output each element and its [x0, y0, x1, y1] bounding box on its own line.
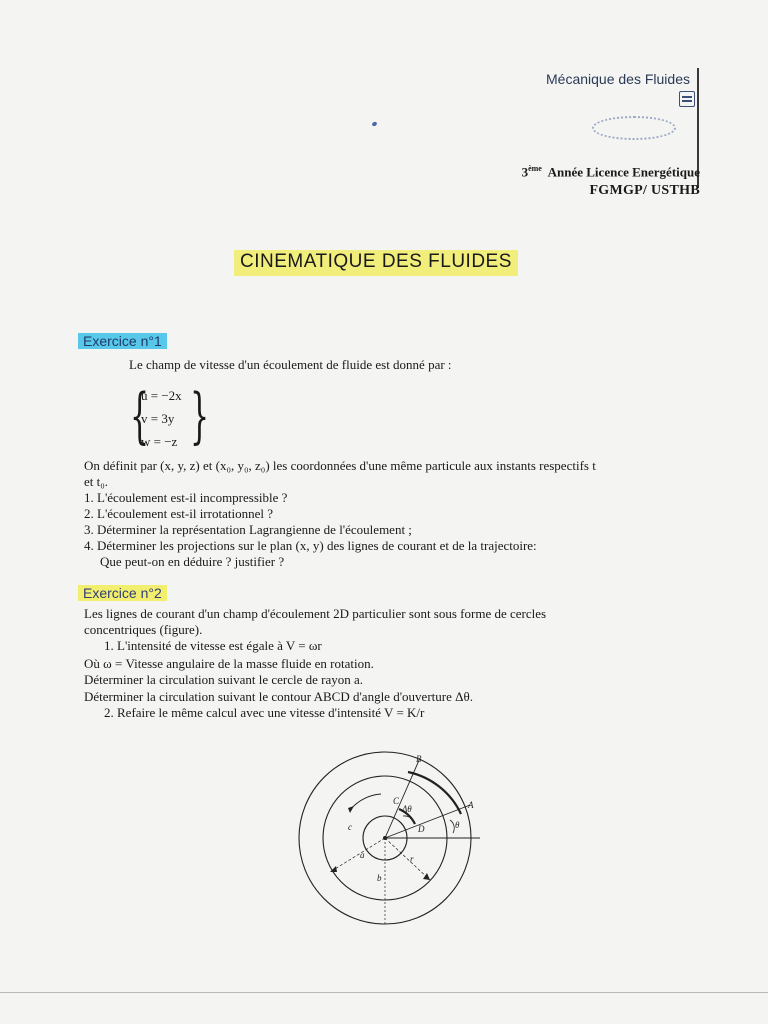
year-text: Année Licence Energétique [547, 164, 700, 180]
radius-r-arrow [423, 873, 430, 880]
radius-a-line [330, 838, 385, 872]
equation-w: w = −z [141, 434, 178, 449]
arc-AB [408, 772, 461, 814]
equation-u: u = −2x [141, 388, 182, 403]
label-dtheta: Δθ [402, 804, 412, 814]
exercise1-definition: On définit par (x, y, z) et (x₀, y₀, z₀) les coordonnées d'une même particule aux instants respectifs t [84, 458, 596, 473]
exercise2-intro-cont: concentriques (figure). [84, 622, 203, 637]
exercise2-item-1: 1. L'intensité de vitesse est égale à V = ωr [104, 638, 322, 653]
ink-mark [371, 121, 377, 127]
exercise1-intro: Le champ de vitesse d'un écoulement de fluide est donné par : [129, 357, 452, 372]
exercise2-heading: Exercice n°2 [78, 585, 167, 601]
exercise2-omega-definition: Où ω = Vitesse angulaire de la masse fluide en rotation. [84, 656, 374, 671]
document-title: CINEMATIQUE DES FLUIDES [234, 250, 518, 276]
exercise2-intro: Les lignes de courant d'un champ d'écoulement 2D particulier sont sous forme de cercles [84, 606, 547, 621]
flow-arrow-head [348, 806, 354, 813]
label-A: A [468, 800, 474, 810]
label-r: r [410, 854, 414, 864]
exercise1-question-1: 1. L'écoulement est-il incompressible ? [84, 490, 288, 505]
label-b: b [377, 873, 382, 883]
exercise1-definition-cont: et t₀. [84, 474, 109, 489]
stamp-seal [592, 116, 676, 140]
label-theta: θ [455, 820, 460, 830]
exercise2-task-1: Déterminer la circulation suivant le cercle de rayon a. [84, 672, 364, 687]
label-C: C [393, 796, 400, 806]
label-B: B [416, 754, 422, 764]
label-c: c [348, 822, 352, 832]
velocity-system [130, 381, 210, 454]
label-a: a [360, 850, 365, 860]
exercise1-heading: Exercice n°1 [78, 333, 167, 349]
label-D: D [418, 824, 425, 834]
year-number: 3 [521, 164, 529, 180]
left-brace: { [130, 381, 150, 451]
center-point [383, 836, 387, 840]
year-level [522, 164, 700, 180]
exercise1-question-4-follow: Que peut-on en déduire ? justifier ? [100, 554, 285, 569]
course-title: Mécanique des Fluides [546, 71, 690, 87]
exercise2-item-2: 2. Refaire le même calcul avec une vitesse d'intensité V = K/r [104, 705, 425, 720]
exercise2-task-2: Déterminer la circulation suivant le contour ABCD d'angle d'ouverture Δθ. [84, 689, 473, 704]
school-name: FGMGP/ USTHB [589, 183, 700, 198]
concentric-circles-figure [290, 748, 480, 948]
exercise1-question-4: 4. Déterminer les projections sur le plan (x, y) des lignes de courant et de la trajectoire: [84, 538, 537, 553]
right-brace: } [190, 381, 210, 451]
theta-arc [450, 820, 454, 833]
page-bottom-rule [0, 992, 768, 993]
exercise1-question-3: 3. Déterminer la représentation Lagrangienne de l'écoulement ; [84, 522, 412, 537]
year-superscript: ème [528, 164, 542, 173]
equation-v: v = 3y [141, 411, 175, 426]
document-icon [679, 91, 695, 107]
flow-direction-arc [350, 794, 381, 810]
exercise1-question-2: 2. L'écoulement est-il irrotationnel ? [84, 506, 273, 521]
